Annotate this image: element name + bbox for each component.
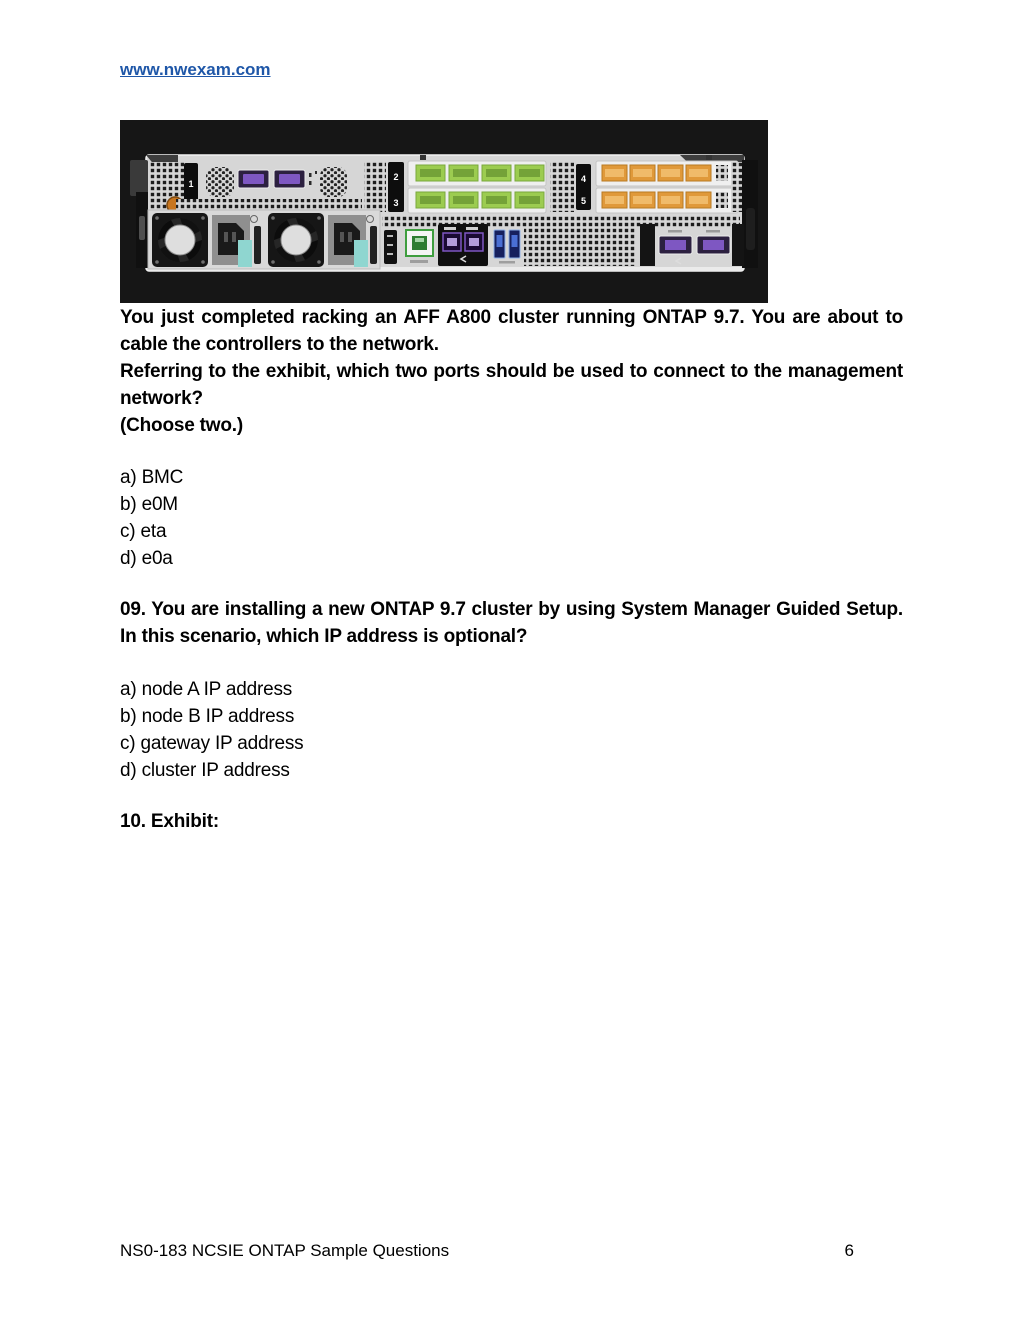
option-c: c) gateway IP address: [120, 733, 304, 754]
purple-sfp-module: [238, 170, 269, 188]
latch-hook: [746, 208, 755, 250]
question-10-label: 10. Exhibit:: [120, 811, 219, 832]
question-8-prompt: Referring to the exhibit, which two ports should be used to connect to the management network?: [120, 361, 903, 409]
option-a: a) node A IP address: [120, 679, 293, 700]
question-8-scenario: You just completed racking an AFF A800 cluster running ONTAP 9.7. You are about to cable the controllers to the network.: [120, 307, 903, 355]
purple-sfp-module: [274, 170, 305, 188]
option-b: b) node B IP address: [120, 706, 295, 727]
question-9-prompt: 09. You are installing a new ONTAP 9.7 cluster by using System Manager Guided Setup. In this scenario, which IP address is optional?: [120, 599, 903, 647]
exhibit-image: [120, 120, 768, 303]
question-9-options: [120, 676, 903, 784]
slot-2-label: 2: [393, 172, 399, 182]
slot-3-label: 3: [393, 198, 399, 208]
footer-document-title: NS0-183 NCSIE ONTAP Sample Questions: [120, 1241, 450, 1260]
slot-5-label: 5: [580, 196, 587, 206]
option-a: a) BMC: [120, 467, 184, 488]
option-b: b) e0M: [120, 494, 178, 515]
header-link[interactable]: www.nwexam.com: [120, 60, 271, 79]
question-10-heading: [120, 808, 903, 835]
option-c: c) eta: [120, 521, 167, 542]
footer-page-number: 6: [844, 1241, 854, 1260]
slot-4-label: 4: [580, 174, 587, 184]
hex-vent: [206, 167, 234, 197]
question-8: [120, 304, 903, 439]
server-rear-illustration: [120, 120, 768, 303]
question-9: [120, 596, 903, 650]
slot-1-label: 1: [188, 179, 194, 189]
management-ports-e0M: [438, 224, 488, 266]
option-d: d) e0a: [120, 548, 173, 569]
page-footer: [120, 1240, 903, 1262]
question-8-options: [120, 464, 903, 572]
hex-vent: [320, 167, 347, 197]
question-8-choose-note: (Choose two.): [120, 415, 243, 436]
option-d: d) cluster IP address: [120, 760, 290, 781]
